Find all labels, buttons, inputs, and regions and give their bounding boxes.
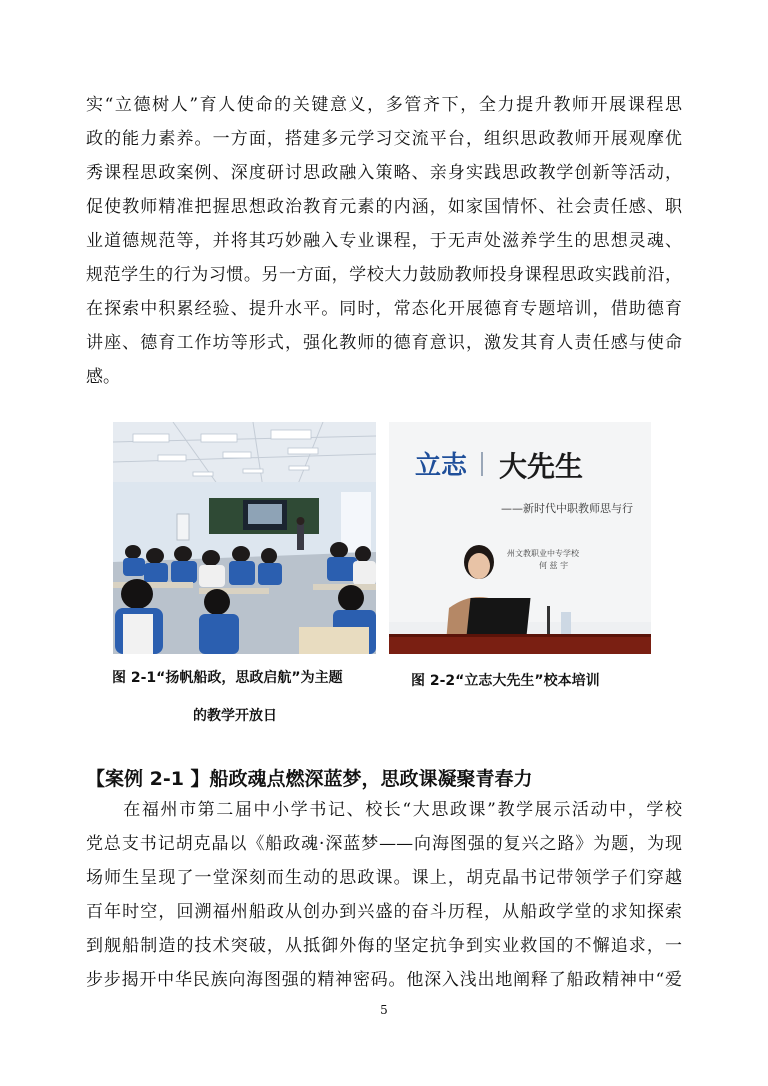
slide-title-right: 大先生: [499, 450, 584, 483]
text-line: 到舰船制造的技术突破，从抵御外侮的坚定抗争到实业救国的不懈追求，一: [86, 936, 682, 956]
slide-title-left: 立志: [415, 451, 468, 481]
text-line: 场师生呈现了一堂深刻而生动的思政课。课上，胡克晶书记带领学子们穿越: [86, 868, 682, 888]
text-line: 步步揭开中华民族向海图强的精神密码。他深入浅出地阐释了船政精神中“爱: [86, 970, 682, 990]
training-photo: [389, 422, 651, 654]
figure-2-2-caption: 图 2-2“立志大先生”校本培训: [411, 673, 600, 689]
text-line: 实“立德树人”育人使命的关键意义，多管齐下，全力提升教师开展课程思: [86, 95, 682, 115]
text-line: 规范学生的行为习惯。另一方面，学校大力鼓励教师投身课程思政实践前沿，: [86, 265, 682, 285]
text-line: 百年时空，回溯福州船政从创办到兴盛的奋斗历程，从船政学堂的求知探索: [86, 902, 682, 922]
text-line: 促使教师精准把握思想政治教育元素的内涵，如家国情怀、社会责任感、职: [86, 197, 682, 217]
body-paragraph-1: [86, 88, 682, 394]
text-line: 在福州市第二届中小学书记、校长“大思政课”教学展示活动中，学校: [86, 800, 682, 820]
text-line: 党总支书记胡克晶以《船政魂·深蓝梦——向海图强的复兴之路》为题，为现: [86, 834, 682, 854]
slide-presenter: 何 兹 宇: [539, 561, 569, 570]
case-heading: 【案例 2-1 】船政魂点燃深蓝梦，思政课凝聚青春力: [86, 768, 533, 790]
classroom-photo: [113, 422, 376, 654]
text-line: 讲座、德育工作坊等形式，强化教师的德育意识，激发其育人责任感与使命: [86, 333, 682, 353]
text-line: 在探索中积累经验、提升水平。同时，常态化开展德育专题培训，借助德育: [86, 299, 682, 319]
figure-2-1-caption-continued: 的教学开放日: [193, 708, 277, 724]
text-line: 秀课程思政案例、深度研讨思政融入策略、亲身实践思政教学创新等活动，: [86, 163, 682, 183]
text-line: 业道德规范等，并将其巧妙融入专业课程，于无声处滋养学生的思想灵魂、: [86, 231, 682, 251]
body-paragraph-2: [86, 793, 682, 997]
text-line: 政的能力素养。一方面，搭建多元学习交流平台，组织思政教师开展观摩优: [86, 129, 682, 149]
figure-2-1-caption: 图 2-1“扬帆船政，思政启航”为主题: [112, 670, 343, 686]
slide-school: 州文教职业中专学校: [507, 549, 579, 558]
slide-subtitle: ——新时代中职教师思与行: [501, 502, 633, 515]
text-line: 感。: [86, 367, 120, 387]
page-number: 5: [380, 1003, 388, 1017]
